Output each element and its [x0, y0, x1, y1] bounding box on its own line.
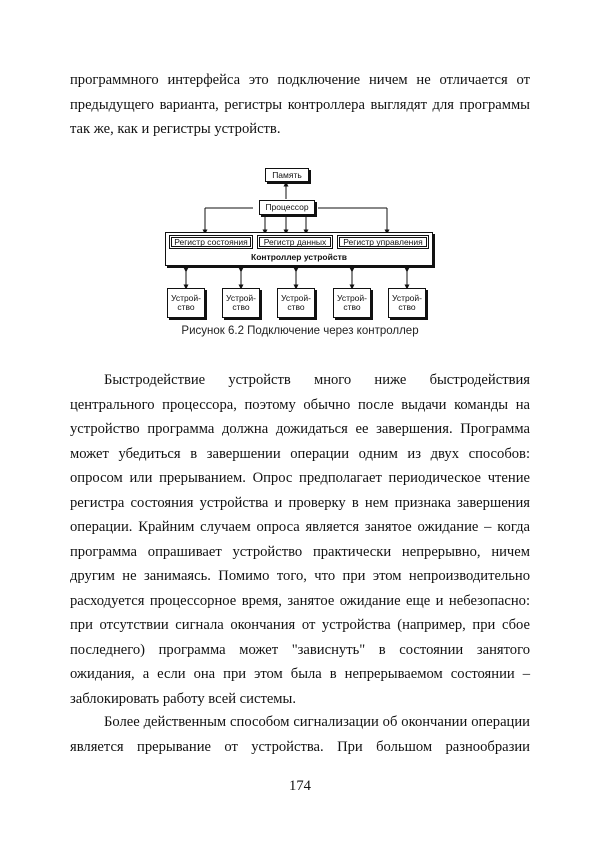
- device-label: ство: [287, 302, 305, 312]
- device-box: [277, 288, 315, 318]
- figure-caption: Рисунок 6.2 Подключение через контроллер: [181, 325, 419, 337]
- device-box: [333, 288, 371, 318]
- device-box: [167, 288, 205, 318]
- controller-label: Контроллер устройств: [251, 252, 347, 262]
- device-label: ство: [343, 302, 361, 312]
- controller-diagram: [165, 164, 437, 320]
- processor-box: Процессор: [259, 200, 315, 215]
- body-paragraph-interrupt: Более действенным способом сигнализации об окончании операции является прерывание от устройства. При большом разнообразии: [70, 714, 530, 755]
- device-label: Устрой-: [336, 293, 367, 304]
- memory-box: Память: [265, 168, 309, 182]
- page-number: 174: [289, 778, 311, 794]
- intro-paragraph: программного интерфейса это подключение ничем не отличается от предыдущего варианта, регистры контроллера выглядят для программы так же, как и регистры устройств.: [70, 72, 530, 137]
- device-box: [222, 288, 260, 318]
- device-label: Устрой-: [170, 293, 201, 304]
- device-label: Устрой-: [391, 293, 422, 304]
- control-register: Регистр управления: [337, 235, 429, 249]
- device-label: ство: [398, 302, 416, 312]
- device-label: ство: [177, 302, 195, 312]
- device-label: ство: [232, 302, 250, 312]
- device-box: [388, 288, 426, 318]
- body-paragraph-polling: Быстродействие устройств много ниже быстродействия центрального процессора, поэтому обычно после выдачи команды на устройство программа должна дожидаться ее завершения. Программа может убедиться в завершении операции одним из двух способов: опросом или прерыванием. Опрос предполагает периодическое чтение регистра состояния устройства и проверку в нем признака завершения операции. Крайним случаем опроса является занятое ожидание – когда программа опрашивает устройство практически непрерывно, ничем другим не занимаясь. Помимо того, что при этом непроизводительно расходуется процессорное время, занятое ожидание еще и небезопасно: при отсутствии сигнала окончания от устройства (например, при сбое последнего) программа может "зависнуть" в состоянии занятого ожидания, а если она при этом была в непрерываемом состоянии – заблокировать работу всей системы.: [70, 372, 530, 707]
- device-label: Устрой-: [225, 293, 256, 304]
- status-register: Регистр состояния: [169, 235, 253, 249]
- device-label: Устрой-: [280, 293, 311, 304]
- data-register: Регистр данных: [257, 235, 333, 249]
